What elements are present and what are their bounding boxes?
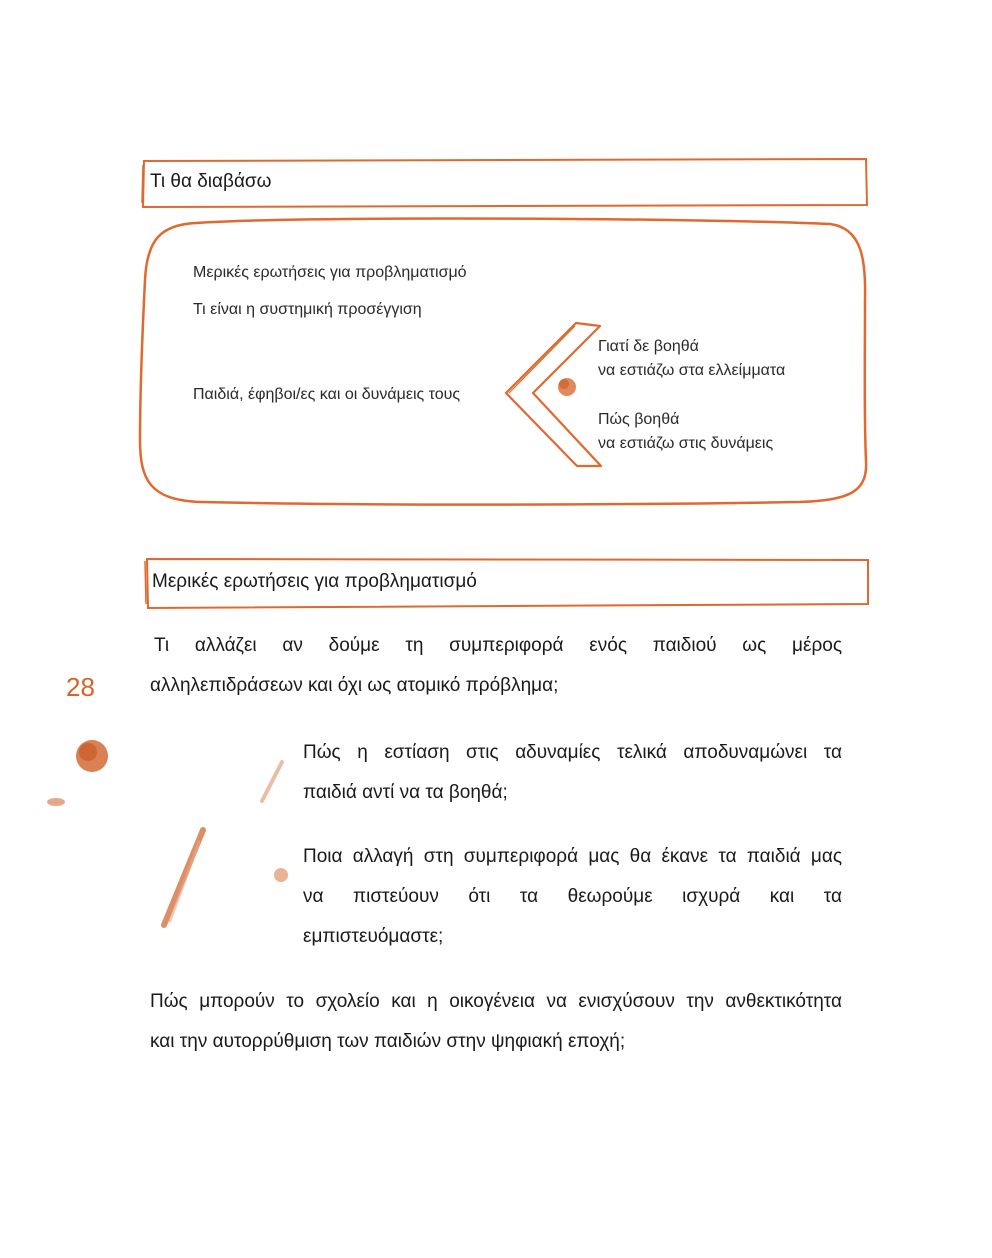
chevron-icon bbox=[506, 323, 601, 466]
paint-dot-icon bbox=[558, 378, 576, 396]
question-3-line-3: εμπιστευόμαστε; bbox=[303, 926, 444, 947]
page-number: 28 bbox=[66, 672, 95, 702]
question-1-line-1: Τι αλλάζει αν δούμε τη συμπεριφορά ενός παιδιού ως μέρος bbox=[154, 635, 842, 656]
toc-subitem-strengths-line1[interactable]: Πώς βοηθά bbox=[598, 411, 680, 428]
question-1-line-2: αλληλεπιδράσεων και όχι ως ατομικό πρόβλημα; bbox=[150, 675, 559, 696]
question-2-line-2: παιδιά αντί να τα βοηθά; bbox=[303, 782, 508, 803]
paint-dot-icon bbox=[47, 798, 65, 806]
toc-item-children-strengths[interactable]: Παιδιά, έφηβοι/ες και οι δυνάμεις τους bbox=[193, 386, 461, 403]
question-3-line-2: να πιστεύουν ότι τα θεωρούμε ισχυρά και τα bbox=[303, 886, 842, 907]
question-4 bbox=[150, 982, 842, 1062]
section-heading: Μερικές ερωτήσεις για προβληματισμό bbox=[152, 571, 477, 592]
question-1 bbox=[150, 626, 842, 706]
paint-dot-icon bbox=[274, 868, 288, 882]
contents-heading: Τι θα διαβάσω bbox=[150, 171, 272, 192]
question-3 bbox=[303, 837, 842, 957]
toc-item-reflection-questions[interactable]: Μερικές ερωτήσεις για προβληματισμό bbox=[193, 264, 467, 281]
toc-subitem-deficits-line1[interactable]: Γιατί δε βοηθά bbox=[598, 338, 699, 355]
question-2 bbox=[303, 733, 842, 813]
brush-stroke-icon bbox=[262, 762, 282, 801]
toc-subitem-deficits-line2[interactable]: να εστιάζω στα ελλείμματα bbox=[598, 362, 786, 379]
question-3-line-1: Ποια αλλαγή στη συμπεριφορά μας θα έκανε τα παιδιά μας bbox=[303, 846, 842, 867]
question-4-line-1: Πώς μπορούν το σχολείο και η οικογένεια να ενισχύσουν την ανθεκτικότητα bbox=[150, 991, 842, 1012]
question-2-line-1: Πώς η εστίαση στις αδυναμίες τελικά αποδυναμώνει τα bbox=[303, 742, 842, 763]
toc-item-systemic-approach[interactable]: Τι είναι η συστημική προσέγγιση bbox=[193, 301, 422, 318]
paint-dot-icon bbox=[76, 740, 108, 772]
question-4-line-2: και την αυτορρύθμιση των παιδιών στην ψηφιακή εποχή; bbox=[150, 1031, 626, 1052]
toc-subitem-strengths-line2[interactable]: να εστιάζω στις δυνάμεις bbox=[598, 435, 774, 452]
